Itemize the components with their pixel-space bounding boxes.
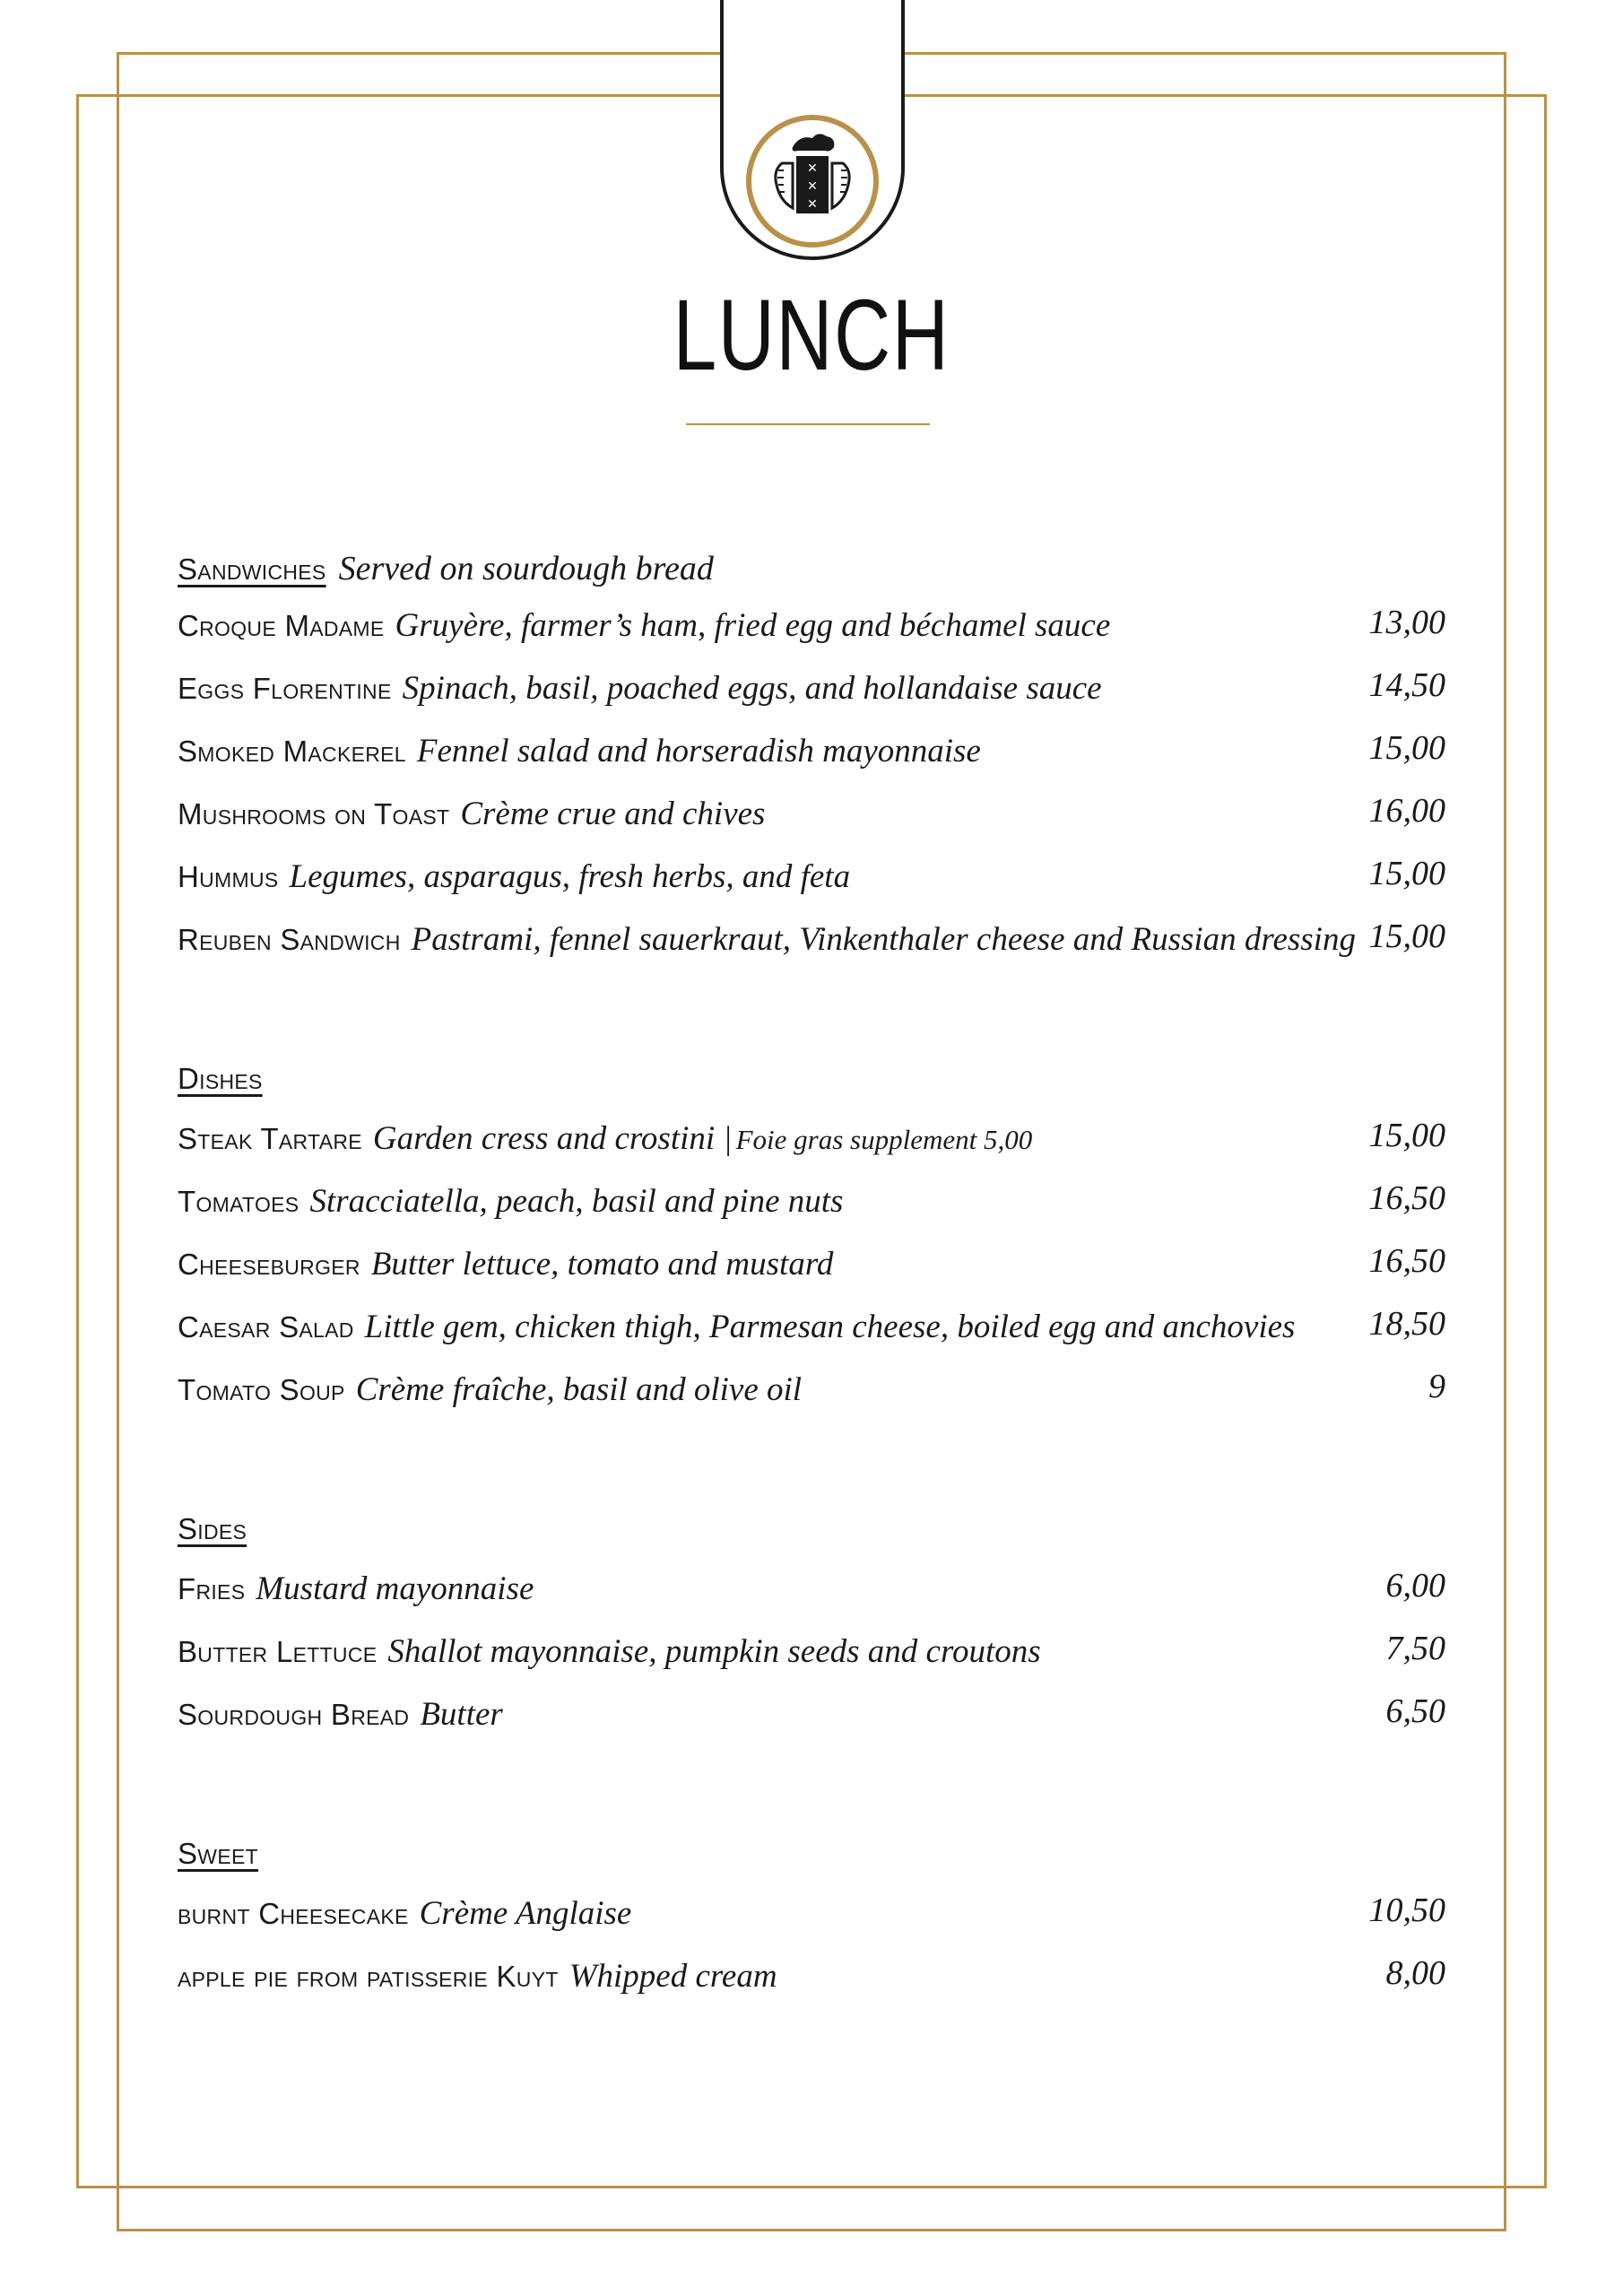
item-name: Butter Lettuce	[178, 1635, 378, 1668]
item-price: 18,50	[1368, 1305, 1445, 1343]
item-price: 16,50	[1368, 1179, 1445, 1217]
section-sides	[178, 1512, 1445, 1754]
svg-text:✕: ✕	[807, 161, 818, 176]
item-description: Crème fraîche, basil and olive oil	[355, 1371, 803, 1408]
section-dishes	[178, 1062, 1445, 1430]
item-name: burnt Cheesecake	[178, 1897, 409, 1930]
section-note: Served on sourdough bread	[338, 550, 714, 587]
item-description: Crème Anglaise	[419, 1895, 632, 1932]
menu-item	[178, 1566, 1445, 1629]
item-name: apple pie from patisserie Kuyt	[178, 1960, 559, 1993]
item-description: Whipped cream	[568, 1958, 777, 1995]
item-name: Fries	[178, 1572, 246, 1605]
item-price: 6,50	[1385, 1692, 1445, 1730]
item-price: 8,00	[1385, 1954, 1445, 1992]
menu-item	[178, 1367, 1445, 1430]
item-description: Fennel salad and horseradish mayonnaise	[416, 733, 981, 770]
item-name: Smoked Mackerel	[178, 735, 406, 768]
item-price: 6,00	[1385, 1567, 1445, 1605]
item-price: 15,00	[1368, 918, 1445, 955]
item-description: Spinach, basil, poached eggs, and hollandaise sauce	[402, 670, 1102, 707]
menu-item	[178, 603, 1445, 665]
item-name: Reuben Sandwich	[178, 923, 401, 956]
menu-item	[178, 854, 1445, 917]
menu-item	[178, 791, 1445, 854]
item-price: 14,50	[1368, 666, 1445, 704]
page-title: LUNCH	[673, 279, 950, 391]
svg-text:✕: ✕	[807, 179, 818, 194]
menu-item	[178, 728, 1445, 791]
menu-item	[178, 1241, 1445, 1304]
item-name: Caesar Salad	[178, 1310, 354, 1344]
item-name: Steak Tartare	[178, 1122, 362, 1155]
section-title: Sweet	[178, 1837, 258, 1870]
item-price: 15,00	[1368, 855, 1445, 892]
amsterdam-crest-icon	[746, 115, 879, 248]
item-price: 10,50	[1368, 1892, 1445, 1929]
item-name: Tomatoes	[178, 1185, 299, 1218]
section-title: Sandwiches	[178, 552, 326, 586]
menu-item	[178, 665, 1445, 728]
item-supplement-note: Foie gras supplement 5,00	[735, 1124, 1033, 1155]
item-description: Crème crue and chives	[460, 796, 766, 832]
section-sandwiches	[178, 549, 1445, 979]
item-name: Sourdough Bread	[178, 1698, 410, 1731]
item-price: 16,00	[1368, 792, 1445, 830]
item-price: 15,00	[1368, 1117, 1445, 1154]
menu-item	[178, 1692, 1445, 1754]
section-title: Dishes	[178, 1062, 263, 1095]
item-name: Cheeseburger	[178, 1248, 360, 1281]
title-divider	[686, 423, 930, 425]
menu-item	[178, 1891, 1445, 1953]
item-description: Pastrami, fennel sauerkraut, Vinkenthaler cheese and Russian dressing	[411, 921, 1356, 958]
menu-item	[178, 917, 1445, 979]
item-description: Stracciatella, peach, basil and pine nuts	[309, 1183, 844, 1220]
item-description: Gruyère, farmer’s ham, fried egg and béchamel sauce	[395, 607, 1111, 644]
section-title: Sides	[178, 1512, 247, 1545]
item-description: Garden cress and crostini |	[372, 1120, 733, 1157]
item-price: 7,50	[1385, 1630, 1445, 1667]
menu-item	[178, 1116, 1445, 1178]
item-description: Mustard mayonnaise	[256, 1570, 534, 1607]
item-price: 15,00	[1368, 729, 1445, 767]
item-price: 9	[1428, 1368, 1445, 1405]
item-description: Butter	[420, 1696, 503, 1733]
item-description: Legumes, asparagus, fresh herbs, and feta	[289, 858, 851, 895]
item-name: Mushrooms on Toast	[178, 797, 450, 831]
item-description: Shallot mayonnaise, pumpkin seeds and croutons	[387, 1633, 1041, 1670]
menu-item	[178, 1304, 1445, 1367]
menu-item	[178, 1178, 1445, 1241]
item-price: 16,50	[1368, 1242, 1445, 1280]
item-name: Croque Madame	[178, 609, 385, 642]
menu-item	[178, 1629, 1445, 1692]
svg-text:✕: ✕	[807, 197, 818, 212]
item-name: Tomato Soup	[178, 1373, 345, 1406]
section-sweet	[178, 1837, 1445, 2016]
menu-item	[178, 1953, 1445, 2016]
item-description: Butter lettuce, tomato and mustard	[370, 1246, 834, 1283]
item-description: Little gem, chicken thigh, Parmesan cheese, boiled egg and anchovies	[364, 1309, 1296, 1345]
item-name: Eggs Florentine	[178, 672, 392, 705]
menu	[178, 549, 1445, 2099]
item-name: Hummus	[178, 860, 279, 893]
item-price: 13,00	[1368, 604, 1445, 641]
